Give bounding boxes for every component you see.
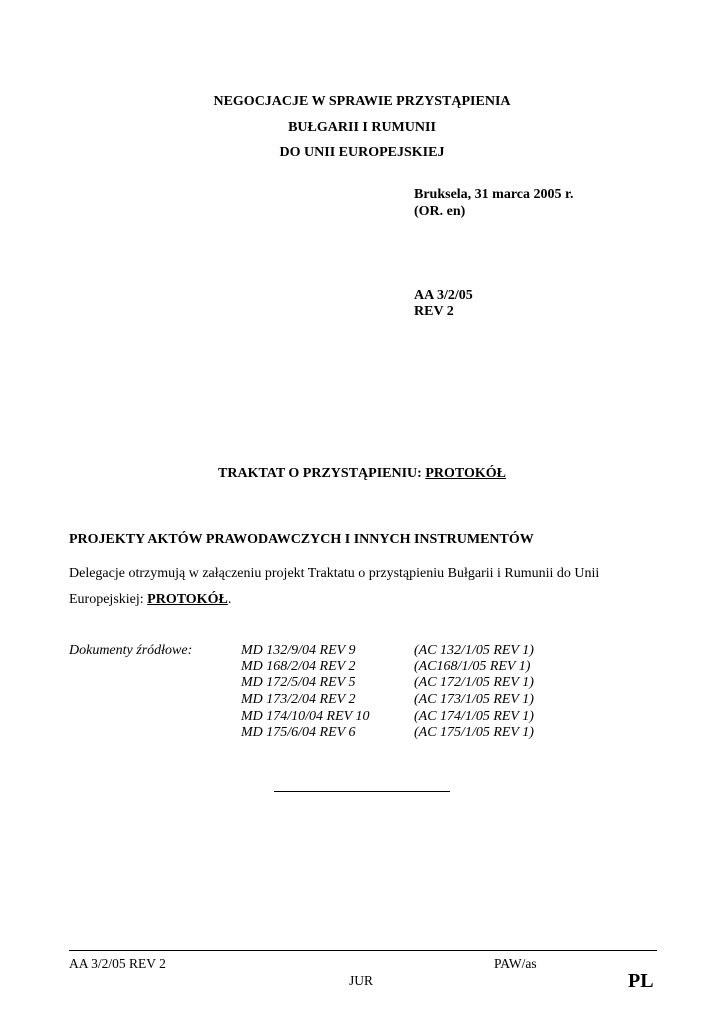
- source-md: MD 175/6/04 REV 6: [241, 725, 356, 740]
- body-line-2-emphasis: PROTOKÓŁ: [147, 592, 228, 607]
- source-ac: (AC168/1/05 REV 1): [414, 659, 531, 674]
- source-row: [0, 692, 724, 709]
- sources-label: Dokumenty źródłowe:: [69, 643, 193, 658]
- end-separator: [274, 791, 450, 792]
- header-line-2: BUŁGARII I RUMUNII: [288, 120, 436, 135]
- place-date: Bruksela, 31 marca 2005 r.: [414, 187, 574, 202]
- source-ac: (AC 173/1/05 REV 1): [414, 692, 534, 707]
- source-ac: (AC 174/1/05 REV 1): [414, 709, 534, 724]
- body-line-1: Delegacje otrzymują w załączeniu projekt Traktatu o przystąpieniu Bułgarii i Rumunii do Unii: [69, 566, 600, 581]
- source-md: MD 172/5/04 REV 5: [241, 675, 356, 690]
- source-md: MD 174/10/04 REV 10: [241, 709, 370, 724]
- document-title: [0, 466, 724, 482]
- source-row: [0, 725, 724, 742]
- footer-department: JUR: [349, 973, 374, 988]
- source-md: MD 173/2/04 REV 2: [241, 692, 356, 707]
- footer-language-code: PL: [628, 970, 654, 992]
- source-row: [0, 643, 724, 660]
- body-line-2: [69, 592, 231, 608]
- document-reference: AA 3/2/05: [414, 288, 473, 303]
- source-row: [0, 709, 724, 726]
- source-row: [0, 675, 724, 692]
- original-language: (OR. en): [414, 204, 466, 219]
- footer-rule: [69, 950, 657, 951]
- document-revision: REV 2: [414, 304, 454, 319]
- title-emphasis: PROTOKÓŁ: [425, 466, 506, 481]
- footer-doc-reference: AA 3/2/05 REV 2: [69, 956, 166, 971]
- source-ac: (AC 172/1/05 REV 1): [414, 675, 534, 690]
- source-ac: (AC 175/1/05 REV 1): [414, 725, 534, 740]
- section-heading: PROJEKTY AKTÓW PRAWODAWCZYCH I INNYCH INSTRUMENTÓW: [69, 532, 534, 547]
- source-md: MD 132/9/04 REV 9: [241, 643, 356, 658]
- source-ac: (AC 132/1/05 REV 1): [414, 643, 534, 658]
- footer-author: PAW/as: [494, 956, 537, 971]
- header-line-3: DO UNII EUROPEJSKIEJ: [279, 145, 445, 160]
- source-md: MD 168/2/04 REV 2: [241, 659, 356, 674]
- body-line-2-prefix: Europejskiej:: [69, 592, 148, 607]
- source-row: [0, 659, 724, 676]
- body-line-2-suffix: .: [227, 592, 232, 607]
- header-line-1: NEGOCJACJE W SPRAWIE PRZYSTĄPIENIA: [213, 94, 511, 109]
- title-prefix: TRAKTAT O PRZYSTĄPIENIU:: [218, 466, 426, 481]
